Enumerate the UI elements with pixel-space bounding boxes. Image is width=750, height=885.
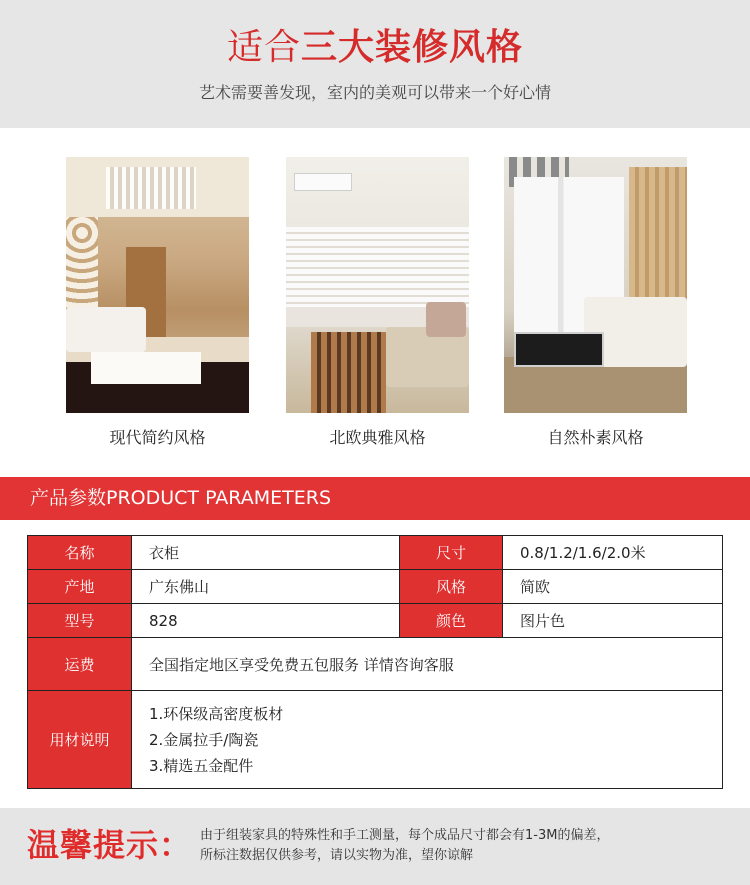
size-label: 尺寸 [400, 536, 503, 570]
material-line: 2.金属拉手/陶瓷 [149, 730, 259, 749]
style-card-modern[interactable] [66, 157, 249, 448]
origin-label: 产地 [28, 570, 132, 604]
material-line: 1.环保级高密度板材 [149, 704, 284, 723]
sofa-shape [66, 307, 146, 352]
material-label: 用材说明 [28, 691, 132, 789]
material-line: 3.精选五金配件 [149, 756, 254, 775]
chandelier-shape [106, 167, 196, 209]
nordic-style-photo[interactable] [286, 157, 469, 413]
table-shape [514, 332, 604, 367]
title-bold: 三大装修风格 [301, 27, 524, 68]
params-title-bar: 产品参数PRODUCT PARAMETERS [0, 477, 750, 520]
model-label: 型号 [28, 604, 132, 638]
size-value: 0.8/1.2/1.6/2.0米 [503, 536, 723, 570]
name-label: 名称 [28, 536, 132, 570]
style-label: 风格 [400, 570, 503, 604]
tip-line: 所标注数据仅供参考，请以实物为准，望你谅解 [200, 848, 474, 863]
title-light: 适合 [226, 27, 301, 68]
wooden-table-shape [311, 332, 386, 413]
table-row [28, 691, 723, 789]
table-row [28, 570, 723, 604]
material-value [132, 691, 723, 789]
color-value: 图片色 [503, 604, 723, 638]
table-row [28, 604, 723, 638]
table-row [28, 536, 723, 570]
shipping-value: 全国指定地区享受免费五包服务 详情咨询客服 [132, 638, 723, 691]
style-value: 简欧 [503, 570, 723, 604]
tip-text [200, 826, 609, 866]
tip-line: 由于组装家具的特殊性和手工测量，每个成品尺寸都会有1-3M的偏差， [200, 828, 610, 843]
name-value: 衣柜 [132, 536, 400, 570]
origin-value: 广东佛山 [132, 570, 400, 604]
style-caption: 北欧典雅风格 [329, 428, 426, 447]
model-value: 828 [132, 604, 400, 638]
table-row [28, 638, 723, 691]
params-table [27, 535, 723, 789]
window-blinds-shape [286, 227, 469, 307]
color-label: 颜色 [400, 604, 503, 638]
shipping-label: 运费 [28, 638, 132, 691]
style-caption: 现代简约风格 [109, 428, 206, 447]
style-card-natural[interactable] [504, 157, 687, 448]
style-card-nordic[interactable] [286, 157, 469, 448]
pillow-shape [426, 302, 466, 337]
tip-title: 温馨提示： [27, 826, 193, 864]
page-subtitle: 艺术需要善发现，室内的美观可以带来一个好心情 [198, 83, 551, 102]
style-caption: 自然朴素风格 [547, 428, 644, 447]
modern-style-photo[interactable] [66, 157, 249, 413]
air-conditioner-shape [294, 173, 352, 191]
table-shape [91, 352, 201, 384]
natural-style-photo[interactable] [504, 157, 687, 413]
page-title [0, 24, 750, 72]
